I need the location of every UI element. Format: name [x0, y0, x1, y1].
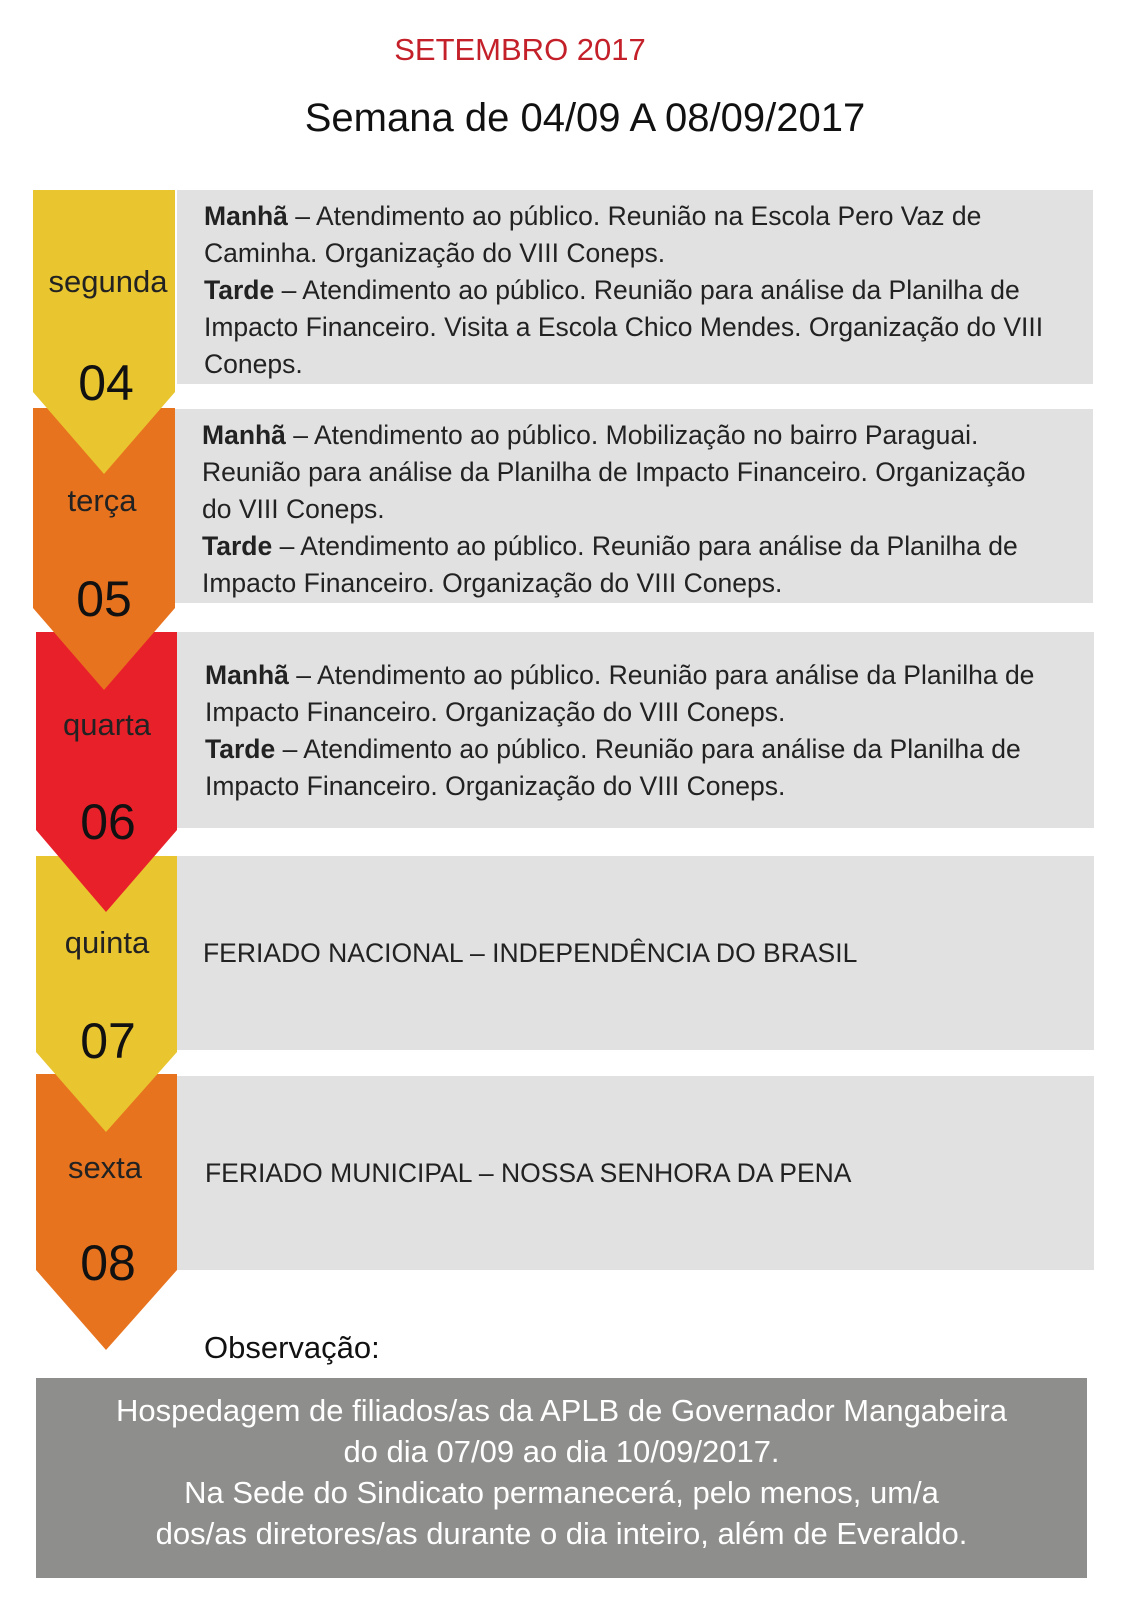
afternoon-label: Tarde — [202, 531, 273, 561]
morning-label: Manhã — [205, 660, 289, 690]
morning-text: – Atendimento ao público. Reunião para análise da Planilha de Impacto Financeiro. Organização do VIII Coneps. — [205, 660, 1035, 727]
morning-entry — [204, 198, 1063, 272]
morning-text: – Atendimento ao público. Reunião na Escola Pero Vaz de Caminha. Organização do VIII Coneps. — [204, 201, 982, 268]
afternoon-text: – Atendimento ao público. Reunião para análise da Planilha de Impacto Financeiro. Visita a Escola Chico Mendes. Organização do VIII Coneps. — [204, 275, 1044, 379]
morning-entry — [205, 657, 1064, 731]
day-number-06: 06 — [80, 794, 136, 850]
week-title: Semana de 04/09 A 08/09/2017 — [304, 96, 866, 140]
day-label-segunda: segunda — [48, 264, 168, 299]
morning-label: Manhã — [204, 201, 288, 231]
day-label-terca: terça — [67, 483, 137, 518]
afternoon-text: – Atendimento ao público. Reunião para análise da Planilha de Impacto Financeiro. Organização do VIII Coneps. — [205, 734, 1021, 801]
holiday-text: FERIADO MUNICIPAL – NOSSA SENHORA DA PENA — [205, 1157, 852, 1188]
holiday-text: FERIADO NACIONAL – INDEPENDÊNCIA DO BRASIL — [203, 937, 858, 968]
observation-line: Hospedagem de filiados/as da APLB de Governador Mangabeira — [116, 1393, 1007, 1428]
holiday-panel-sexta — [177, 1076, 1094, 1270]
day-label-quarta: quarta — [63, 707, 151, 742]
day-number-05: 05 — [76, 571, 132, 627]
afternoon-entry — [204, 272, 1063, 383]
morning-label: Manhã — [202, 420, 286, 450]
morning-text: – Atendimento ao público. Mobilização no bairro Paraguai. Reunião para análise da Planilha de Impacto Financeiro. Organização do VIII Coneps. — [202, 420, 1026, 524]
observation-title: Observação: — [204, 1330, 380, 1365]
afternoon-entry — [205, 731, 1064, 805]
afternoon-text: – Atendimento ao público. Reunião para análise da Planilha de Impacto Financeiro. Organização do VIII Coneps. — [202, 531, 1018, 598]
day-number-04: 04 — [78, 355, 134, 411]
schedule-panel-segunda — [177, 190, 1093, 384]
holiday-panel-quinta — [177, 856, 1094, 1050]
day-label-sexta: sexta — [67, 1150, 143, 1185]
schedule-panel-quarta — [177, 632, 1094, 828]
afternoon-label: Tarde — [204, 275, 275, 305]
month-title: SETEMBRO 2017 — [394, 32, 646, 67]
schedule-panel-terca — [175, 409, 1093, 603]
observation-line: do dia 07/09 ao dia 10/09/2017. — [343, 1434, 780, 1469]
afternoon-entry — [202, 528, 1053, 602]
observation-line: dos/as diretores/as durante o dia inteiro, além de Everaldo. — [155, 1516, 968, 1551]
day-number-07: 07 — [80, 1013, 136, 1069]
day-number-08: 08 — [80, 1235, 136, 1291]
morning-entry — [202, 417, 1053, 528]
afternoon-label: Tarde — [205, 734, 276, 764]
observation-line: Na Sede do Sindicato permanecerá, pelo menos, um/a — [184, 1475, 939, 1510]
day-label-quinta: quinta — [64, 925, 150, 960]
observation-box — [36, 1378, 1087, 1578]
